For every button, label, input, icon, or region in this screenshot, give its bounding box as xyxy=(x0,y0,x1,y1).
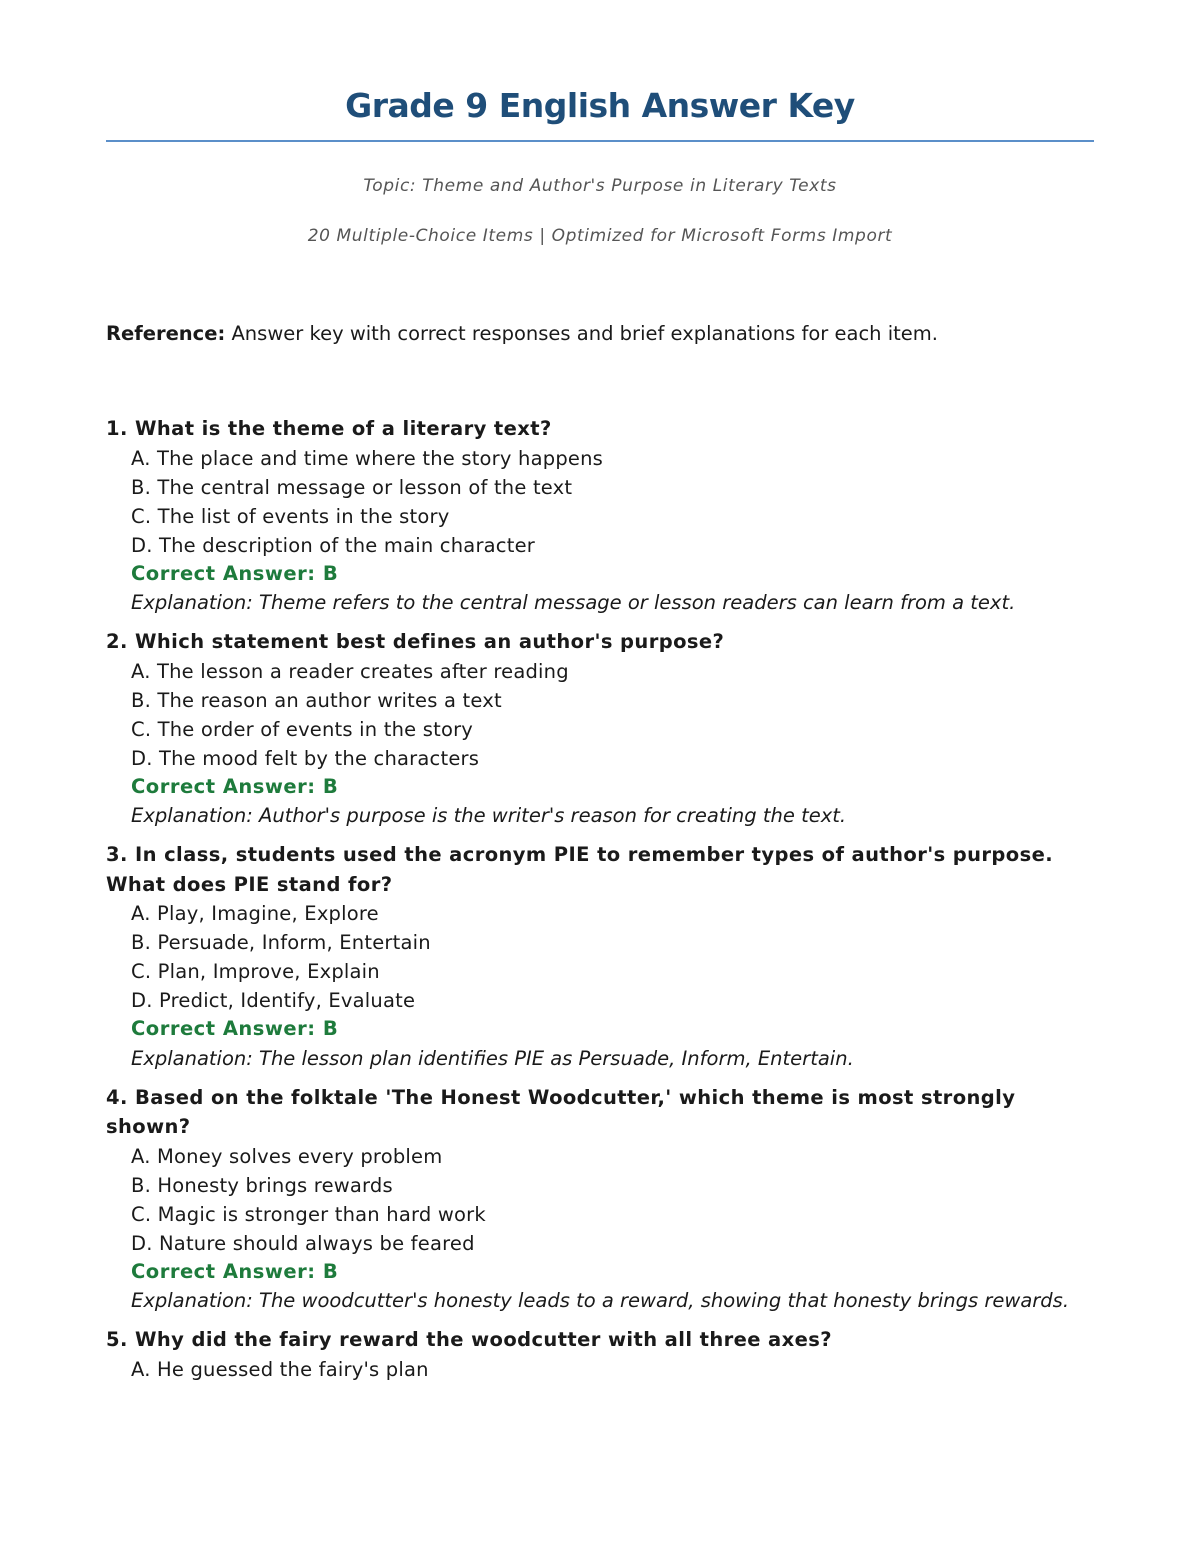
question-prompt: 3. In class, students used the acronym PIE to remember types of author's purpose. What does PIE stand for? xyxy=(106,843,1054,896)
topic-line: Topic: Theme and Author's Purpose in Literary Texts xyxy=(363,176,837,196)
question-3 xyxy=(106,840,1094,1073)
question-1 xyxy=(106,414,1094,617)
option-a: A. The lesson a reader creates after reading xyxy=(131,659,569,683)
option-list xyxy=(106,1355,1094,1384)
option-a: A. The place and time where the story happens xyxy=(131,446,604,470)
option-list xyxy=(106,657,1094,773)
reference-label: Reference: xyxy=(106,322,226,345)
explanation: Explanation: Theme refers to the central message or lesson readers can learn from a text. xyxy=(131,591,1016,614)
explanation: Explanation: The woodcutter's honesty leads to a reward, showing that honesty brings rewards. xyxy=(131,1289,1070,1312)
option-d: D. Predict, Identify, Evaluate xyxy=(131,989,416,1012)
question-prompt: 5. Why did the fairy reward the woodcutter with all three axes? xyxy=(106,1328,832,1351)
question-4 xyxy=(106,1083,1094,1316)
option-list xyxy=(106,1142,1094,1258)
question-prompt: 2. Which statement best defines an author's purpose? xyxy=(106,630,725,653)
reference-paragraph xyxy=(106,320,1094,348)
correct-answer: Correct Answer: B xyxy=(131,1259,339,1283)
title-divider xyxy=(106,140,1094,142)
question-2 xyxy=(106,627,1094,830)
option-a: A. Play, Imagine, Explore xyxy=(131,902,379,925)
meta-line: 20 Multiple-Choice Items | Optimized for Microsoft Forms Import xyxy=(307,226,893,246)
option-a: A. Money solves every problem xyxy=(131,1144,443,1168)
correct-answer: Correct Answer: B xyxy=(131,1017,339,1040)
option-c: C. The list of events in the story xyxy=(131,504,450,528)
option-c: C. The order of events in the story xyxy=(131,717,474,741)
question-prompt: 4. Based on the folktale 'The Honest Woodcutter,' which theme is most strongly shown? xyxy=(106,1085,1016,1138)
question-prompt: 1. What is the theme of a literary text? xyxy=(106,417,552,440)
question-5 xyxy=(106,1325,1094,1384)
option-b: B. The reason an author writes a text xyxy=(131,688,502,712)
correct-answer: Correct Answer: B xyxy=(131,561,339,585)
reference-text: Answer key with correct responses and brief explanations for each item. xyxy=(225,322,938,345)
question-list xyxy=(106,414,1094,1394)
option-c: C. Plan, Improve, Explain xyxy=(131,960,380,983)
explanation: Explanation: Author's purpose is the writer's reason for creating the text. xyxy=(131,804,847,827)
option-list xyxy=(106,444,1094,560)
option-b: B. Persuade, Inform, Entertain xyxy=(131,931,431,954)
correct-answer: Correct Answer: B xyxy=(131,774,339,798)
option-list xyxy=(106,899,1094,1015)
explanation: Explanation: The lesson plan identifies PIE as Persuade, Inform, Entertain. xyxy=(131,1046,854,1070)
option-b: B. The central message or lesson of the text xyxy=(131,475,573,499)
option-d: D. The description of the main character xyxy=(131,533,535,557)
option-d: D. Nature should always be feared xyxy=(131,1231,475,1255)
option-a: A. He guessed the fairy's plan xyxy=(131,1357,429,1381)
option-d: D. The mood felt by the characters xyxy=(131,746,480,770)
option-b: B. Honesty brings rewards xyxy=(131,1173,393,1197)
document-title: Grade 9 English Answer Key xyxy=(345,86,855,125)
option-c: C. Magic is stronger than hard work xyxy=(131,1202,486,1226)
